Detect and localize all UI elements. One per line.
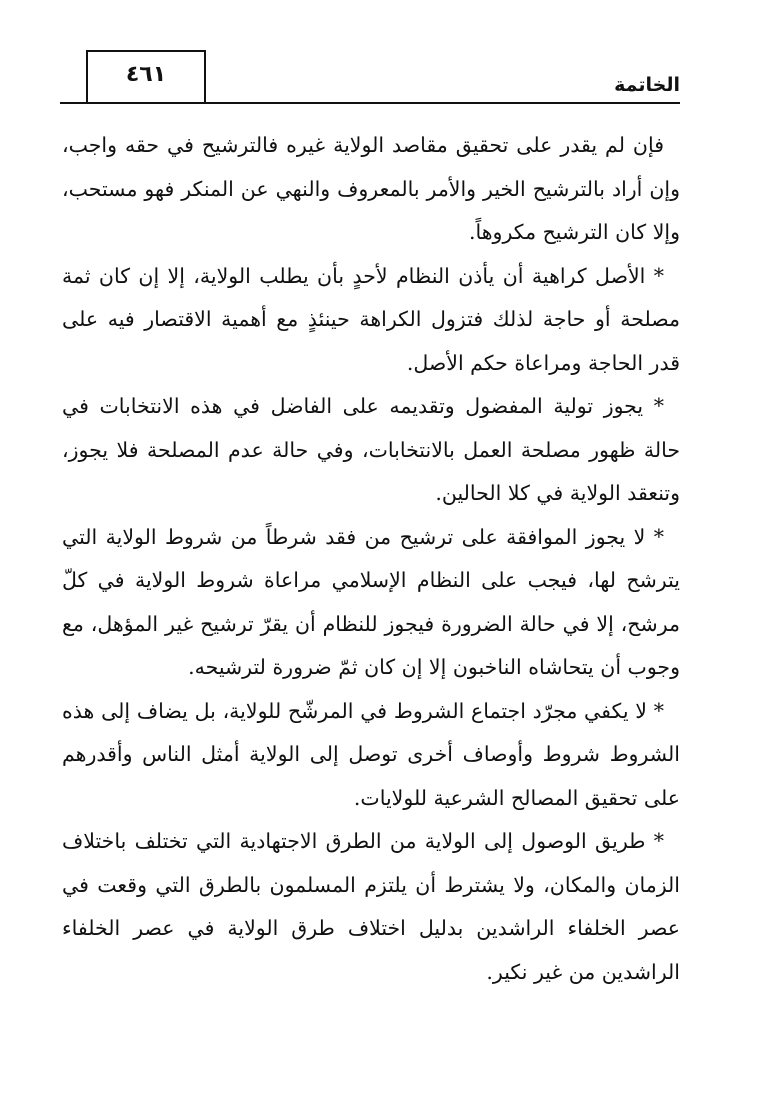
paragraph: * طريق الوصول إلى الولاية من الطرق الاجتهادية التي تختلف باختلاف الزمان والمكان، ولا يشترط أن يلتزم المسلمون بالطرق التي وقعت في عصر الخلفاء الراشدين بدليل اختلاف طرق الولاية في عصر الخلفاء الراشدين من غير نكير.: [62, 829, 680, 984]
paragraph: * لا يكفي مجرّد اجتماع الشروط في المرشّح للولاية، بل يضاف إلى هذه الشروط شروط وأوصاف أخرى توصل إلى الولاية أمثل الناس وأقدرهم على تحقيق المصالح الشرعية للولايات.: [62, 698, 680, 810]
header-rule: [60, 102, 680, 104]
page-number-box: [86, 50, 206, 102]
paragraph: * الأصل كراهية أن يأذن النظام لأحدٍ بأن يطلب الولاية، إلا إن كان ثمة مصلحة أو حاجة لذلك فتزول الكراهة حينئذٍ مع أهمية الاقتصار فيه على قدر الحاجة ومراعاة حكم الأصل.: [62, 263, 680, 375]
paragraph: * يجوز تولية المفضول وتقديمه على الفاضل في هذه الانتخابات في حالة ظهور مصلحة العمل بالانتخابات، وفي حالة عدم المصلحة فلا يجوز، وتنعقد الولاية في كلا الحالين.: [62, 394, 680, 505]
chapter-title: الخاتمة: [614, 74, 680, 96]
body-text: [62, 124, 680, 994]
paragraph: * لا يجوز الموافقة على ترشيح من فقد شرطاً من شروط الولاية التي يترشح لها، فيجب على النظام الإسلامي مراعاة شروط الولاية في كلّ مرشح، إلا في حالة الضرورة فيجوز للنظام أن يقرّ ترشيح غير المؤهل، مع وجوب أن يتحاشاه الناخبون إلا إن كان ثمّ ضرورة لترشيحه.: [62, 524, 680, 679]
page-header: [60, 50, 680, 110]
paragraph: فإن لم يقدر على تحقيق مقاصد الولاية غيره فالترشيح في حقه واجب، وإن أراد بالترشيح الخير والأمر بالمعروف والنهي عن المنكر فهو مستحب، وإلا كان الترشيح مكروهاً.: [62, 133, 680, 244]
page-number: ٤٦١: [125, 62, 167, 87]
